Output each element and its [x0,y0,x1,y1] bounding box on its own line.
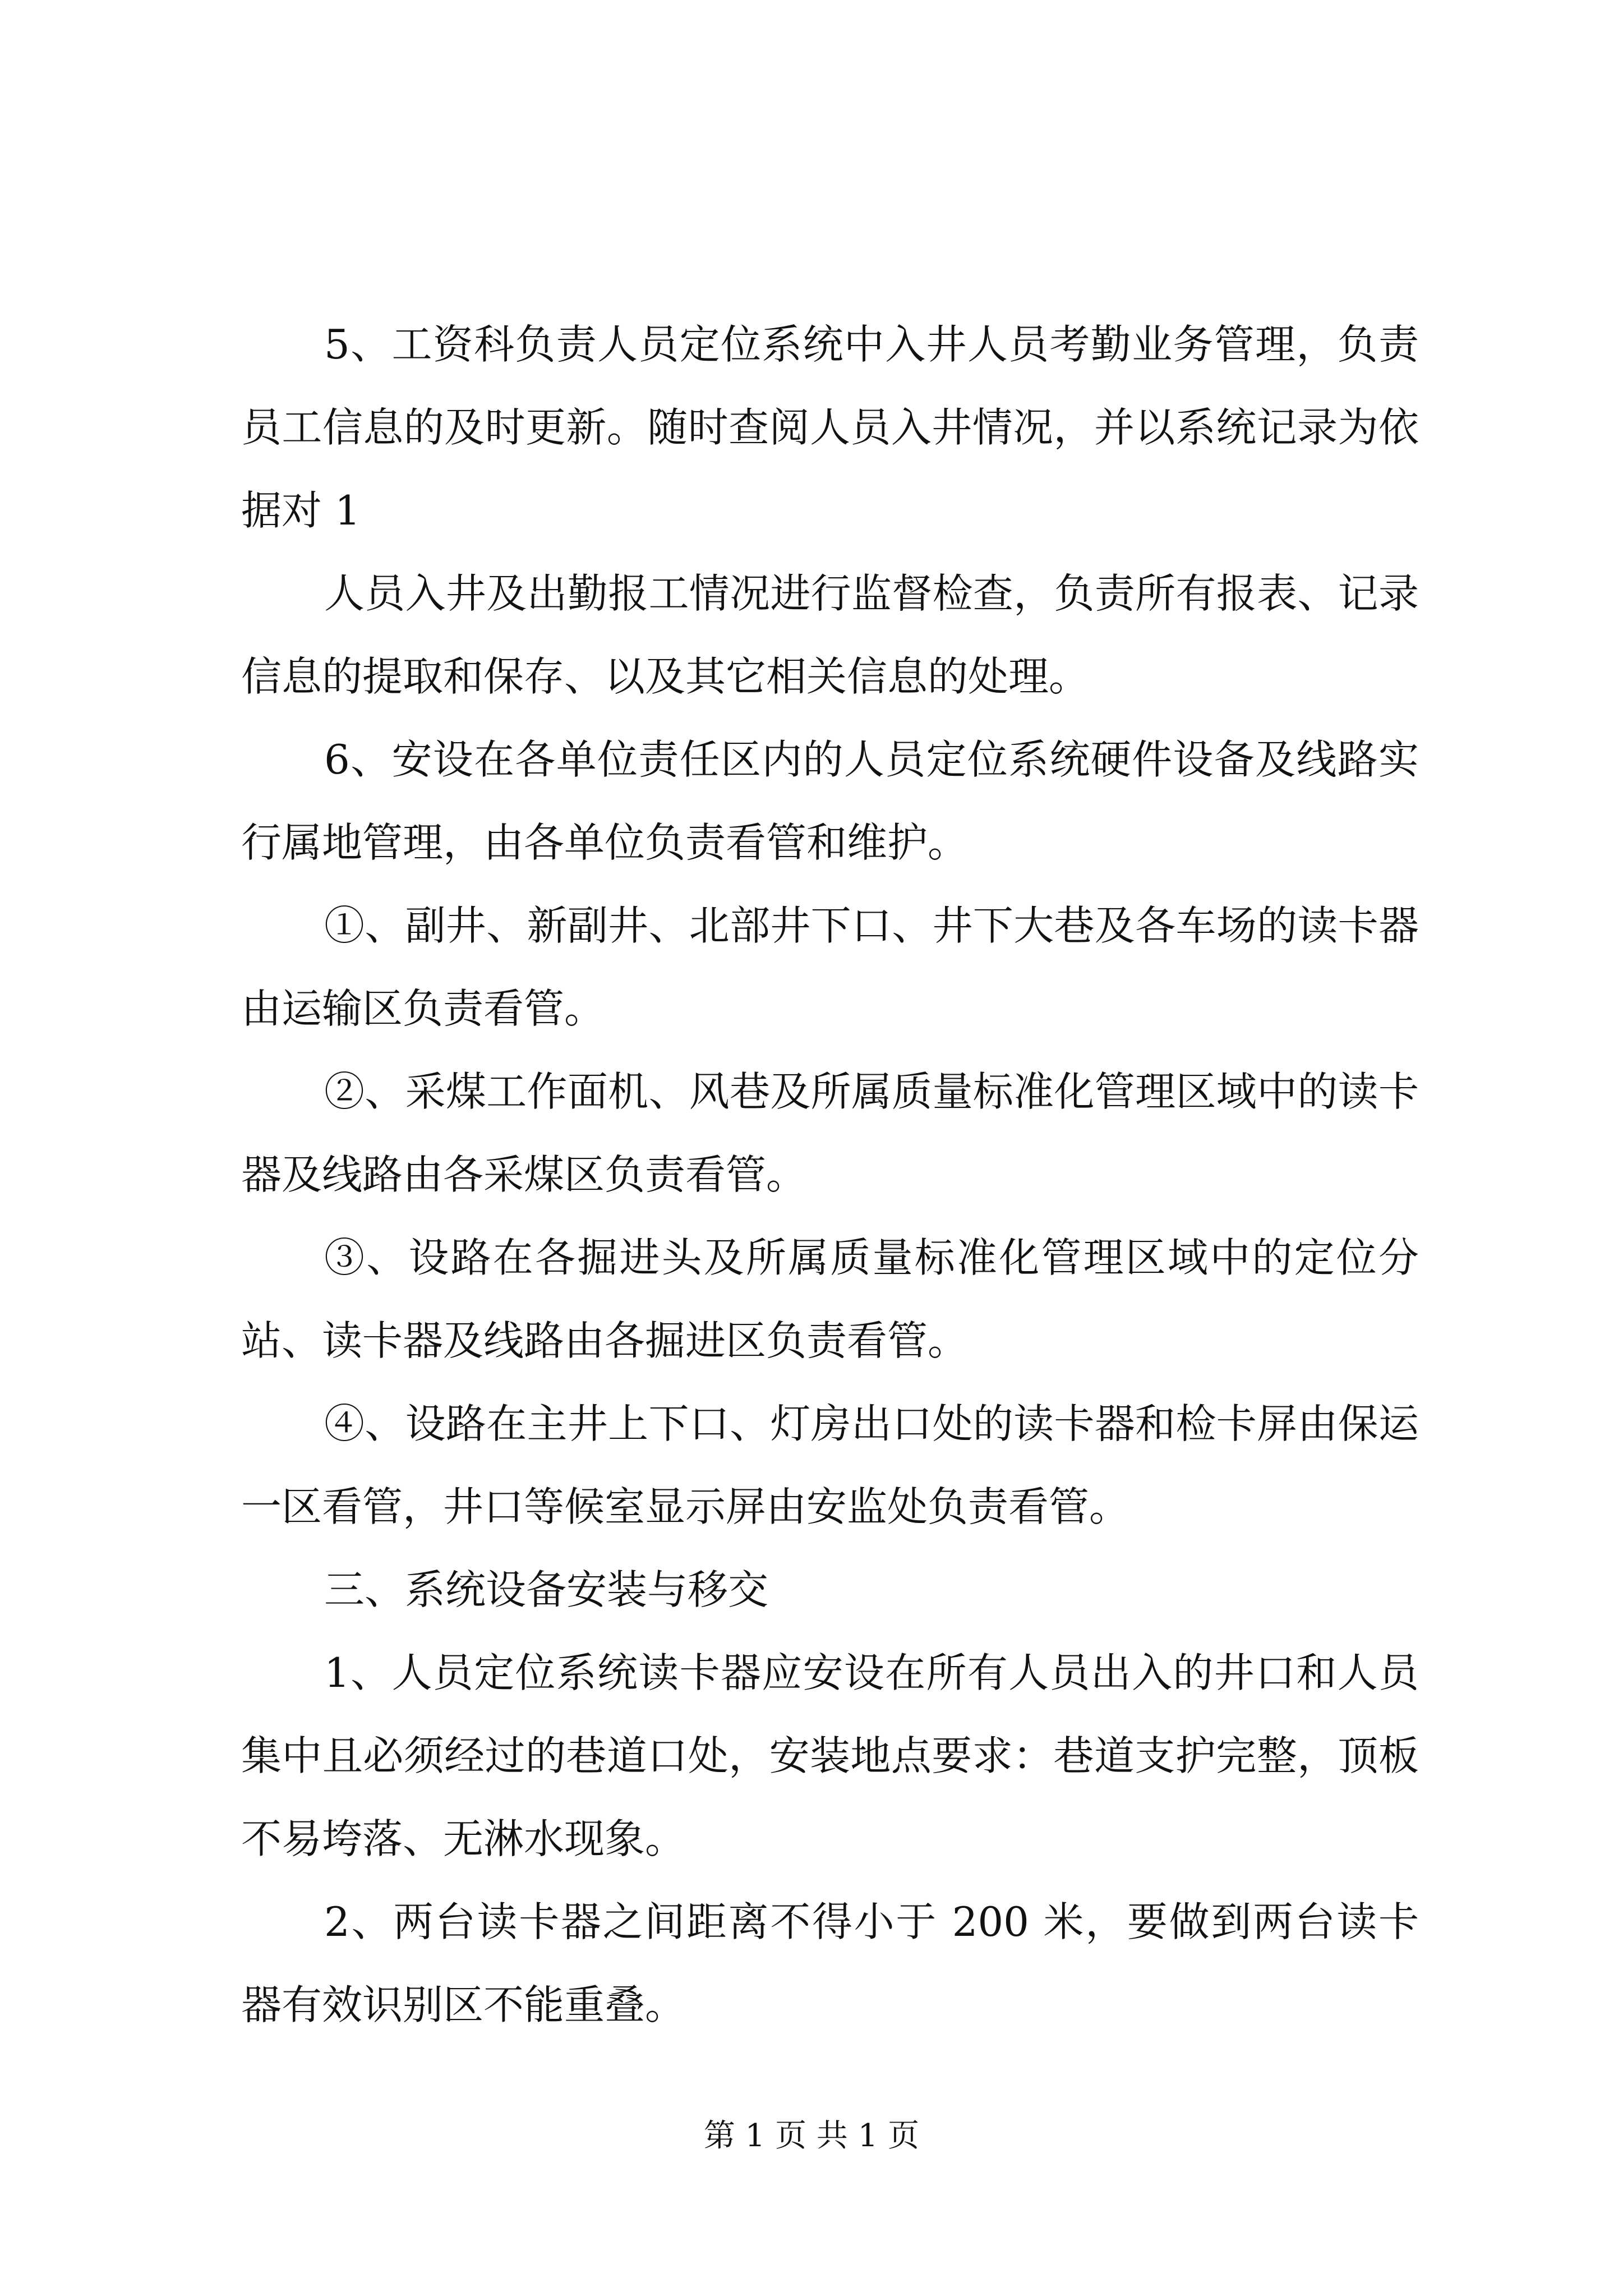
page-footer: 第 1 页 共 1 页 [703,2118,920,2154]
document-body [241,303,1419,2046]
paragraph-5-continued: 人员入井及出勤报工情况进行监督检查，负责所有报表、记录信息的提取和保存、以及其它相关信息的处理。 [241,570,1419,700]
paragraph-install-1: 1、人员定位系统读卡器应安设在所有人员出入的井口和人员集中且必须经过的巷道口处，安装地点要求：巷道支护完整，顶板不易垮落、无淋水现象。 [241,1649,1419,1862]
paragraph-6-hardware-management: 6、安设在各单位责任区内的人员定位系统硬件设备及线路实行属地管理，由各单位负责看管和维护。 [241,736,1419,866]
section-heading-3: 三、系统设备安装与移交 [324,1566,769,1613]
paragraph-install-2: 2、两台读卡器之间距离不得小于 200 米，要做到两台读卡器有效识别区不能重叠。 [241,1898,1419,2028]
paragraph-item-1: ①、副井、新副井、北部井下口、井下大巷及各车场的读卡器由运输区负责看管。 [241,902,1419,1032]
paragraph-item-3: ③、设路在各掘进头及所属质量标准化管理区域中的定位分站、读卡器及线路由各掘进区负责看管。 [241,1234,1419,1364]
paragraph-5-salary-section: 5、工资科负责人员定位系统中入井人员考勤业务管理，负责员工信息的及时更新。随时查阅人员入井情况，并以系统记录为依据对 1 [241,321,1419,534]
paragraph-item-2: ②、采煤工作面机、风巷及所属质量标准化管理区域中的读卡器及线路由各采煤区负责看管。 [241,1068,1419,1198]
paragraph-item-4: ④、设路在主井上下口、灯房出口处的读卡器和检卡屏由保运一区看管，井口等候室显示屏由安监处负责看管。 [241,1400,1419,1530]
